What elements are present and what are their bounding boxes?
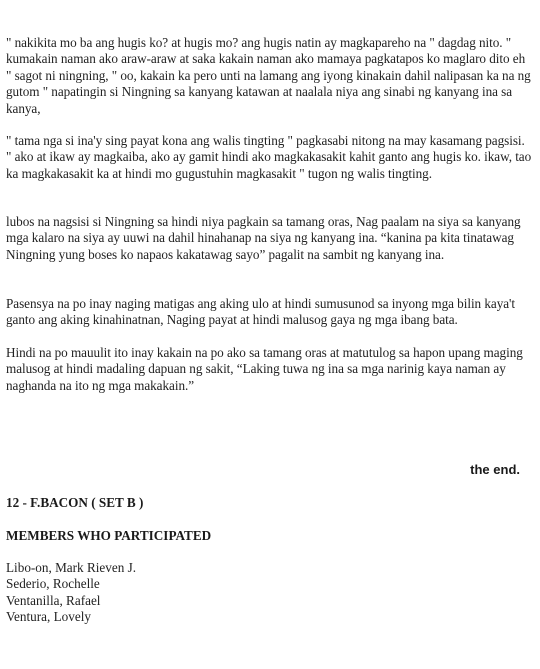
members-heading: MEMBERS WHO PARTICIPATED	[6, 528, 212, 543]
member-item: Sederio, Rochelle	[6, 576, 100, 592]
the-end-label: the end.	[470, 462, 520, 477]
story-paragraph-2: " tama nga si ina'y sing payat kona ang walis tingting " pagkasabi nitong na may kasamang pagsisi. " ako at ikaw ay magkaiba, ako ay gamit hindi ako magkakasakit kahit ganto ang hugis ko. ikaw, tao ka magkakasakit ka at hindi mo gugustuhin magkasakit " tugon ng walis tingting.	[6, 133, 532, 181]
story-paragraph-4: Pasensya na po inay naging matigas ang aking ulo at hindi sumusunod sa inyong mga bilin kaya't ganto ang aking kinahinatnan, Naging payat at hindi malusog gaya ng mga ibang bata.	[6, 296, 515, 328]
story-paragraph-3: lubos na nagsisi si Ningning sa hindi niya pagkain sa tamang oras, Nag paalam na siya sa kanyang mga kalaro na siya ay uuwi na dahil hinahanap na siya ng kanyang ina. “kanina pa kita tinatawag Ningning yung boses ko napaos kakatawag sayo” pagalit na sambit ng kanyang ina.	[6, 214, 521, 262]
story-paragraph-5: Hindi na po mauulit ito inay kakain na po ako sa tamang oras at matutulog sa hapon upang maging malusog at hindi madaling dapuan ng sakit, “Laking tuwa ng ina sa mga narinig kaya naman ay naghanda na ito ng mga makakain.”	[6, 345, 523, 393]
story-paragraph-1: " nakikita mo ba ang hugis ko? at hugis mo? ang hugis natin ay magkapareho na " dagdag nito. " kumakain naman ako araw-araw at saka kakain naman ako mamaya pagkatapos ko maglaro dito eh " sagot ni ningning, " oo, kakain ka pero unti na lamang ang iyong kinakain dahil nalipasan ka na ng gutom " napatingin si Ningning sa kanyang katawan at naalala niya ang sinabi ng kanyang ina sa kanya,	[6, 35, 531, 116]
section-set-heading: 12 - F.BACON ( SET B )	[6, 495, 144, 510]
member-item: Ventura, Lovely	[6, 609, 91, 625]
members-list	[6, 560, 136, 626]
member-item: Libo-on, Mark Rieven J.	[6, 560, 137, 575]
member-item: Ventanilla, Rafael	[6, 592, 101, 608]
